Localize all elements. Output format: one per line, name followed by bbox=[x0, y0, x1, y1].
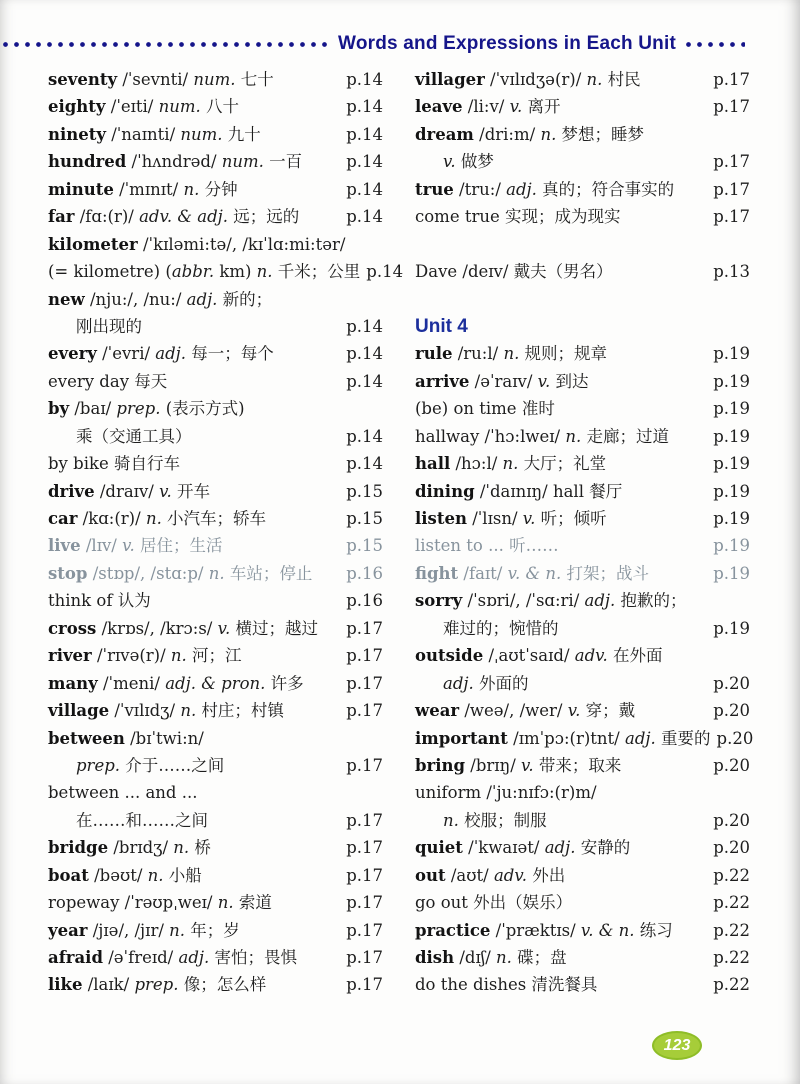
entry-text: hall /hɔ:l/ n. 大厅；礼堂 bbox=[415, 454, 607, 474]
page-ref: p.17 bbox=[713, 97, 750, 117]
entry-text: seventy /ˈsevnti/ num. 七十 bbox=[48, 70, 274, 89]
page-ref: p.17 bbox=[346, 810, 383, 830]
page-ref: p.15 bbox=[346, 509, 383, 528]
entry-text: village /ˈvɪlɪdʒ/ n. 村庄；村镇 bbox=[48, 701, 284, 721]
page-ref: p.15 bbox=[346, 536, 383, 556]
word-entry bbox=[48, 395, 383, 422]
word-entry bbox=[48, 505, 383, 532]
page-title: Words and Expressions in Each Unit bbox=[338, 33, 676, 54]
word-entry bbox=[415, 450, 750, 477]
page-ref: p.17 bbox=[346, 893, 383, 913]
entry-continuation bbox=[48, 313, 383, 340]
entry-text: between /bɪˈtwi:n/ bbox=[48, 728, 204, 748]
page-ref: p.19 bbox=[713, 426, 750, 446]
entry-text: uniform /ˈju:nɪfɔ:(r)m/ bbox=[415, 783, 597, 803]
entry-text: cross /krɒs/, /krɔ:s/ v. 横过；越过 bbox=[48, 618, 318, 638]
page-ref: p.15 bbox=[346, 481, 383, 501]
word-entry bbox=[415, 944, 750, 971]
entry-text: do the dishes 清洗餐具 bbox=[415, 975, 598, 995]
word-entry bbox=[48, 148, 383, 175]
word-entry bbox=[48, 944, 383, 971]
entry-text: by bike 骑自行车 bbox=[48, 454, 180, 474]
word-entry bbox=[415, 725, 754, 752]
page-ref: p.17 bbox=[713, 70, 750, 89]
word-entry bbox=[415, 505, 750, 532]
word-entry bbox=[415, 121, 750, 148]
page-ref: p.19 bbox=[713, 399, 750, 419]
word-entry bbox=[48, 93, 383, 120]
page-ref: p.17 bbox=[346, 646, 383, 666]
blank-row bbox=[415, 231, 750, 258]
entry-text: year /jɪə/, /jɪr/ n. 年；岁 bbox=[48, 920, 240, 940]
entry-text: minute /ˈmɪnɪt/ n. 分钟 bbox=[48, 179, 238, 199]
entry-text: 难过的；惋惜的 bbox=[443, 618, 559, 638]
entry-text: quiet /ˈkwaɪət/ adj. 安静的 bbox=[415, 838, 631, 858]
page-ref: p.22 bbox=[713, 920, 750, 940]
word-entry bbox=[48, 862, 383, 889]
entry-text: many /ˈmeni/ adj. & pron. 许多 bbox=[48, 673, 304, 693]
entry-text: go out 外出（娱乐） bbox=[415, 893, 573, 913]
word-entry bbox=[415, 642, 750, 669]
entry-text: hundred /ˈhʌndrəd/ num. 一百 bbox=[48, 152, 303, 172]
word-entry bbox=[415, 862, 750, 889]
entry-text: (be) on time 准时 bbox=[415, 399, 555, 419]
page-ref: p.19 bbox=[713, 563, 750, 583]
entry-continuation bbox=[415, 615, 750, 642]
word-entry bbox=[48, 478, 383, 505]
entry-text: hallway /ˈhɔ:lweɪ/ n. 走廊；过道 bbox=[415, 426, 669, 446]
page-ref: p.17 bbox=[346, 618, 383, 638]
page-ref: p.19 bbox=[713, 509, 750, 528]
entry-text: adj. 外面的 bbox=[443, 673, 529, 693]
word-entry bbox=[48, 889, 383, 916]
entry-text: outside /ˌaʊtˈsaɪd/ adv. 在外面 bbox=[415, 646, 663, 666]
page-ref: p.17 bbox=[346, 838, 383, 858]
word-entry bbox=[415, 258, 750, 285]
entry-text: dream /dri:m/ n. 梦想；睡梦 bbox=[415, 124, 645, 144]
word-entry bbox=[415, 93, 750, 120]
vocabulary-columns bbox=[48, 66, 754, 999]
entry-text: n. 校服；制服 bbox=[443, 810, 547, 830]
page-ref: p.19 bbox=[713, 536, 750, 556]
page-ref: p.17 bbox=[713, 152, 750, 172]
word-entry bbox=[48, 368, 383, 395]
entry-text: boat /bəʊt/ n. 小船 bbox=[48, 865, 202, 885]
entry-text: arrive /əˈraɪv/ v. 到达 bbox=[415, 371, 589, 391]
word-entry bbox=[48, 971, 383, 998]
page-ref: p.17 bbox=[346, 673, 383, 693]
page-ref: p.20 bbox=[713, 755, 750, 775]
word-entry bbox=[415, 203, 750, 230]
word-entry bbox=[48, 615, 383, 642]
page-ref: p.20 bbox=[713, 838, 750, 858]
word-entry bbox=[48, 670, 383, 697]
word-entry bbox=[415, 752, 750, 779]
word-entry bbox=[48, 834, 383, 861]
entry-text: fight /faɪt/ v. & n. 打架；战斗 bbox=[415, 563, 650, 583]
word-entry bbox=[48, 917, 383, 944]
page-ref: p.14 bbox=[366, 262, 404, 282]
entry-text: dish /dɪʃ/ n. 碟；盘 bbox=[415, 948, 567, 967]
entry-text: prep. 介于……之间 bbox=[76, 755, 225, 775]
page-ref: p.17 bbox=[346, 948, 383, 967]
entry-text: listen to ... 听…… bbox=[415, 536, 559, 556]
page-ref: p.22 bbox=[713, 893, 750, 913]
page-ref: p.14 bbox=[346, 316, 383, 336]
page-ref: p.14 bbox=[346, 124, 383, 144]
word-entry bbox=[48, 66, 383, 93]
entry-text: (= kilometre) (abbr. km) n. 千米；公里 bbox=[48, 262, 361, 282]
page-ref: p.17 bbox=[713, 179, 750, 199]
page-ref: p.17 bbox=[346, 701, 383, 721]
page-ref: p.14 bbox=[346, 454, 383, 474]
word-entry bbox=[415, 587, 750, 614]
word-entry bbox=[415, 368, 750, 395]
page-ref: p.14 bbox=[346, 371, 383, 391]
entry-text: ropeway /ˈrəʊpˌweɪ/ n. 索道 bbox=[48, 893, 272, 913]
entry-text: true /tru:/ adj. 真的；符合事实的 bbox=[415, 179, 675, 199]
entry-text: rule /ru:l/ n. 规则；规章 bbox=[415, 344, 608, 364]
word-entry bbox=[48, 725, 383, 752]
word-entry bbox=[48, 258, 404, 285]
entry-text: wear /weə/, /wer/ v. 穿；戴 bbox=[415, 701, 636, 721]
page-ref: p.14 bbox=[346, 344, 383, 364]
page-ref: p.22 bbox=[713, 975, 750, 995]
page-ref: p.19 bbox=[713, 481, 750, 501]
entry-continuation bbox=[415, 807, 750, 834]
page-ref: p.16 bbox=[346, 591, 383, 611]
entry-text: river /ˈrɪvə(r)/ n. 河；江 bbox=[48, 646, 242, 666]
entry-text: dining /ˈdaɪnɪŋ/ hall 餐厅 bbox=[415, 481, 623, 501]
entry-text: far /fɑ:(r)/ adv. & adj. 远；远的 bbox=[48, 207, 300, 227]
entry-text: every /ˈevri/ adj. 每一；每个 bbox=[48, 344, 274, 364]
unit-heading: Unit 4 bbox=[415, 315, 468, 337]
dotted-rule-left bbox=[0, 41, 331, 48]
page-ref: p.14 bbox=[346, 97, 383, 117]
page-ref: p.13 bbox=[713, 262, 750, 282]
entry-text: come true 实现；成为现实 bbox=[415, 207, 621, 227]
word-entry bbox=[415, 560, 750, 587]
word-entry bbox=[48, 560, 383, 587]
page-ref: p.17 bbox=[346, 865, 383, 885]
page-ref: p.14 bbox=[346, 179, 383, 199]
vocab-column-left bbox=[48, 66, 404, 999]
entry-text: 刚出现的 bbox=[76, 316, 142, 336]
page-ref: p.19 bbox=[713, 371, 750, 391]
entry-text: Dave /deɪv/ 戴夫（男名） bbox=[415, 262, 613, 282]
entry-text: by /baɪ/ prep. (表示方式) bbox=[48, 399, 245, 419]
entry-text: between ... and ... bbox=[48, 783, 198, 803]
page-ref: p.19 bbox=[713, 618, 750, 638]
entry-continuation bbox=[48, 807, 383, 834]
entry-text: important /ɪmˈpɔ:(r)tnt/ adj. 重要的 bbox=[415, 728, 711, 748]
page-ref: p.20 bbox=[713, 673, 750, 693]
word-entry bbox=[415, 834, 750, 861]
page-ref: p.22 bbox=[713, 948, 750, 967]
word-entry bbox=[415, 340, 750, 367]
word-entry bbox=[48, 340, 383, 367]
entry-continuation bbox=[48, 752, 383, 779]
word-entry bbox=[415, 697, 750, 724]
entry-text: out /aʊt/ adv. 外出 bbox=[415, 865, 566, 885]
entry-text: live /lɪv/ v. 居住；生活 bbox=[48, 536, 223, 556]
word-entry bbox=[415, 779, 750, 806]
word-entry bbox=[415, 176, 750, 203]
entry-continuation bbox=[48, 423, 383, 450]
page-ref: p.22 bbox=[713, 865, 750, 885]
word-entry bbox=[48, 286, 383, 313]
page-ref: p.14 bbox=[346, 426, 383, 446]
word-entry bbox=[415, 532, 750, 559]
entry-text: kilometer /ˈkɪləmi:tə/, /kɪˈlɑ:mi:tər/ bbox=[48, 234, 346, 254]
page-ref: p.17 bbox=[346, 975, 383, 995]
word-entry bbox=[48, 176, 383, 203]
word-entry bbox=[415, 971, 750, 998]
page-ref: p.19 bbox=[713, 344, 750, 364]
entry-text: bridge /brɪdʒ/ n. 桥 bbox=[48, 838, 211, 858]
entry-continuation bbox=[415, 670, 750, 697]
entry-text: drive /draɪv/ v. 开车 bbox=[48, 481, 210, 501]
page-header bbox=[0, 33, 745, 55]
word-entry bbox=[415, 478, 750, 505]
entry-text: stop /stɒp/, /stɑ:p/ n. 车站；停止 bbox=[48, 563, 313, 583]
word-entry bbox=[415, 395, 750, 422]
page-ref: p.20 bbox=[713, 810, 750, 830]
entry-text: like /laɪk/ prep. 像；怎么样 bbox=[48, 975, 267, 995]
page-ref: p.14 bbox=[346, 70, 383, 89]
entry-text: car /kɑ:(r)/ n. 小汽车；轿车 bbox=[48, 509, 267, 528]
word-entry bbox=[415, 66, 750, 93]
page-ref: p.17 bbox=[713, 207, 750, 227]
entry-text: think of 认为 bbox=[48, 591, 151, 611]
page-ref: p.17 bbox=[346, 755, 383, 775]
word-entry bbox=[48, 697, 383, 724]
entry-text: new /nju:/, /nu:/ adj. 新的； bbox=[48, 289, 273, 309]
page-ref: p.19 bbox=[713, 454, 750, 474]
word-entry bbox=[48, 642, 383, 669]
page-number-badge: 123 bbox=[652, 1031, 702, 1060]
page-ref: p.17 bbox=[346, 920, 383, 940]
page-ref: p.20 bbox=[716, 728, 754, 748]
word-entry bbox=[48, 450, 383, 477]
entry-text: leave /li:v/ v. 离开 bbox=[415, 97, 561, 117]
word-entry bbox=[48, 203, 383, 230]
word-entry bbox=[415, 917, 750, 944]
page-ref: p.16 bbox=[346, 563, 383, 583]
vocab-column-right bbox=[415, 66, 754, 999]
entry-text: every day 每天 bbox=[48, 371, 168, 391]
blank-row bbox=[415, 286, 750, 313]
page-ref: p.14 bbox=[346, 207, 383, 227]
entry-text: sorry /ˈsɒri/, /ˈsɑ:ri/ adj. 抱歉的； bbox=[415, 591, 687, 611]
entry-text: afraid /əˈfreɪd/ adj. 害怕；畏惧 bbox=[48, 948, 298, 967]
word-entry bbox=[48, 121, 383, 148]
word-entry bbox=[48, 779, 383, 806]
entry-text: v. 做梦 bbox=[443, 152, 494, 172]
word-entry bbox=[415, 889, 750, 916]
dotted-rule-right bbox=[683, 41, 745, 48]
word-entry bbox=[48, 231, 383, 258]
word-entry bbox=[48, 532, 383, 559]
entry-text: eighty /ˈeɪti/ num. 八十 bbox=[48, 97, 240, 117]
entry-text: ninety /ˈnaɪnti/ num. 九十 bbox=[48, 124, 261, 144]
page-ref: p.20 bbox=[713, 701, 750, 721]
entry-text: 在……和……之间 bbox=[76, 810, 208, 830]
word-entry bbox=[415, 423, 750, 450]
entry-text: listen /ˈlɪsn/ v. 听；倾听 bbox=[415, 509, 607, 528]
entry-text: bring /brɪŋ/ v. 带来；取来 bbox=[415, 755, 622, 775]
entry-text: villager /ˈvɪlɪdʒə(r)/ n. 村民 bbox=[415, 70, 641, 89]
entry-text: practice /ˈpræktɪs/ v. & n. 练习 bbox=[415, 920, 673, 940]
page-ref: p.14 bbox=[346, 152, 383, 172]
entry-continuation bbox=[415, 148, 750, 175]
word-entry bbox=[48, 587, 383, 614]
entry-text: 乘（交通工具） bbox=[76, 426, 192, 446]
